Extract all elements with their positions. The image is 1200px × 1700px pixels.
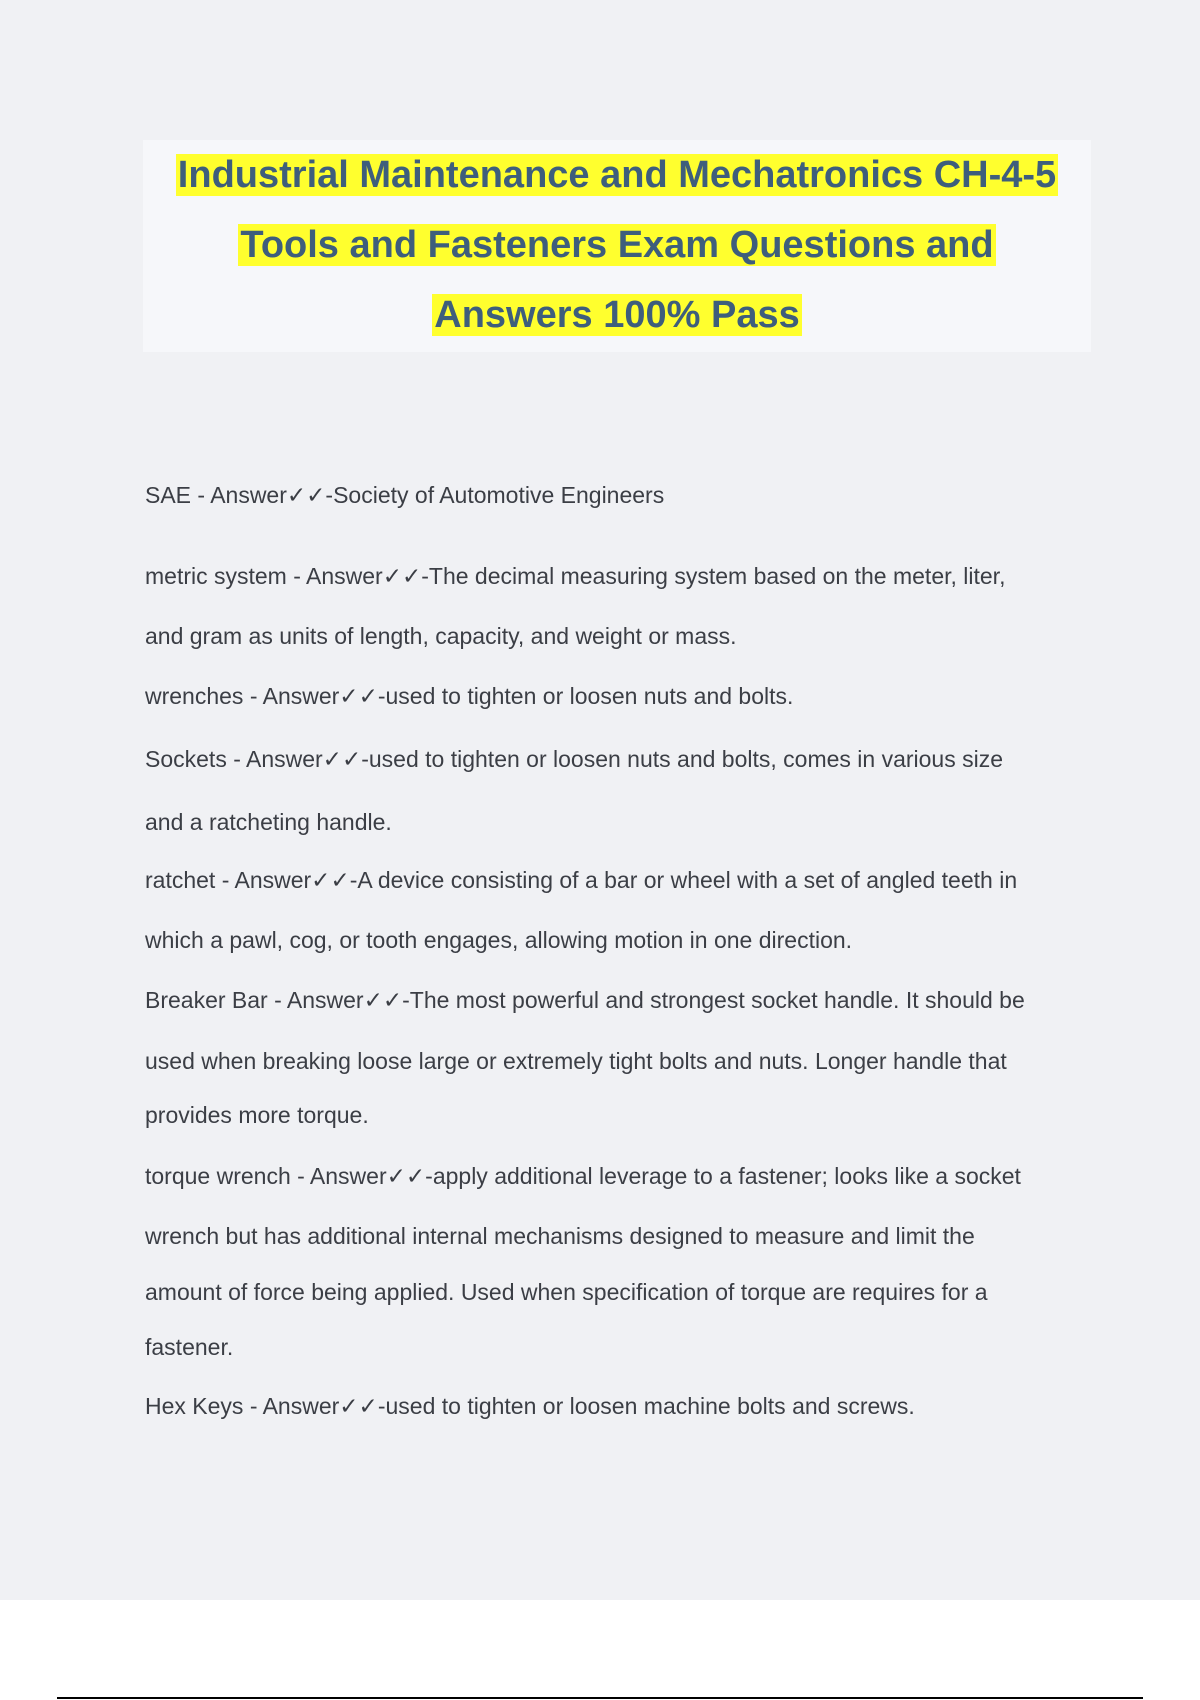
qa-line: fastener. xyxy=(145,1334,234,1360)
qa-line: ratchet - Answer✓✓-A device consisting of a bar or wheel with a set of angled teeth in xyxy=(145,867,1018,893)
qa-line: wrench but has additional internal mechanisms designed to measure and limit the xyxy=(145,1223,975,1249)
qa-line: torque wrench - Answer✓✓-apply additional leverage to a fastener; looks like a socket xyxy=(145,1163,1021,1189)
title-line-3-text: Answers 100% Pass xyxy=(434,294,800,336)
qa-line: and a ratcheting handle. xyxy=(145,809,392,835)
qa-line: which a pawl, cog, or tooth engages, allowing motion in one direction. xyxy=(145,927,853,953)
title-line-3 xyxy=(143,280,1091,350)
qa-line: Breaker Bar - Answer✓✓-The most powerful and strongest socket handle. It should be xyxy=(145,987,1025,1013)
qa-line: used when breaking loose large or extremely tight bolts and nuts. Longer handle that xyxy=(145,1048,1007,1074)
qa-line: Sockets - Answer✓✓-used to tighten or loosen nuts and bolts, comes in various size xyxy=(145,746,1004,772)
qa-line: amount of force being applied. Used when specification of torque are requires for a xyxy=(145,1279,988,1305)
title-line-2-text: Tools and Fasteners Exam Questions and xyxy=(240,224,994,266)
qa-line: wrenches - Answer✓✓-used to tighten or loosen nuts and bolts. xyxy=(145,683,794,709)
qa-line: and gram as units of length, capacity, and weight or mass. xyxy=(145,623,737,649)
qa-line: metric system - Answer✓✓-The decimal measuring system based on the meter, liter, xyxy=(145,563,1006,589)
footer-divider xyxy=(57,1697,1143,1699)
qa-line: Hex Keys - Answer✓✓-used to tighten or loosen machine bolts and screws. xyxy=(145,1393,915,1419)
title-line-1-text: Industrial Maintenance and Mechatronics CH-4-5 xyxy=(177,154,1057,196)
title-line-1 xyxy=(143,140,1091,210)
qa-line: provides more torque. xyxy=(145,1102,369,1128)
document-title xyxy=(143,140,1091,352)
title-line-2 xyxy=(143,210,1091,280)
qa-line: SAE - Answer✓✓-Society of Automotive Engineers xyxy=(145,482,665,508)
